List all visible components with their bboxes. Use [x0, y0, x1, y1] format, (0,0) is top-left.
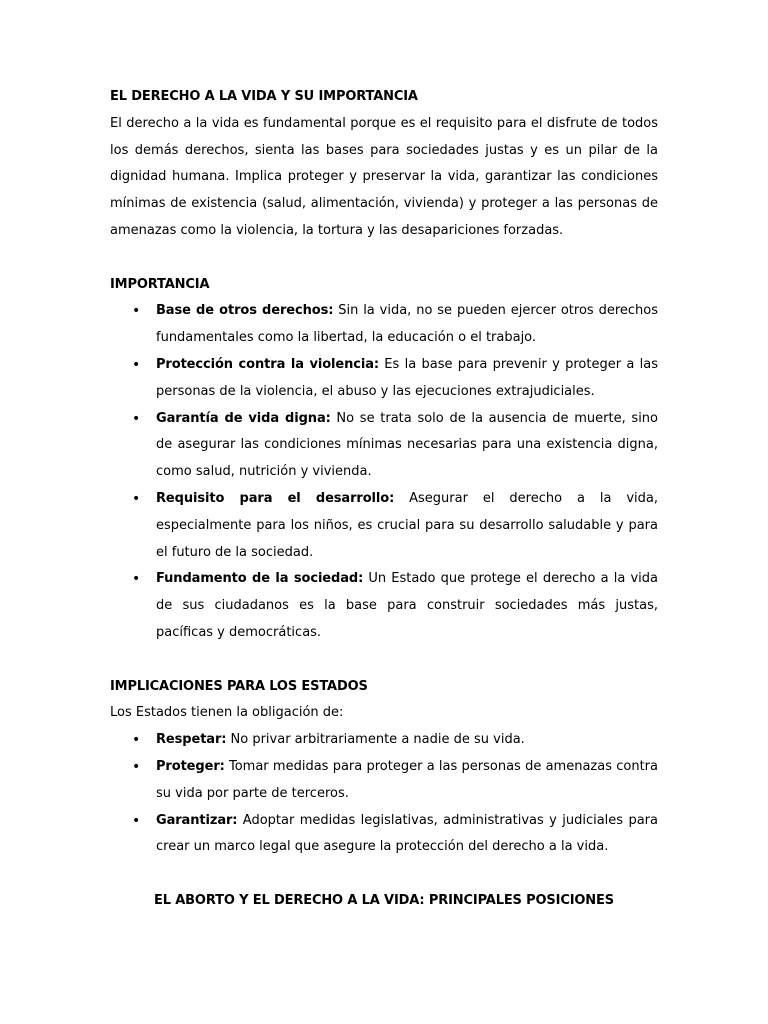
list-item-term: Requisito para el desarrollo: [156, 490, 395, 506]
section-title-derecho-vida: EL DERECHO A LA VIDA Y SU IMPORTANCIA [110, 89, 418, 104]
implicaciones-list [110, 727, 658, 861]
importancia-list [110, 298, 658, 646]
bullet-icon: • [132, 303, 141, 320]
list-item-term: Protección contra la violencia: [156, 356, 379, 372]
list-item [110, 298, 658, 352]
intro-paragraph: El derecho a la vida es fundamental porque es el requisito para el disfrute de todos los demás derechos, sienta las bases para sociedades justas y es un pilar de la dignidad humana. Implica proteger y preservar la vida, garantizar las condiciones mínimas de existencia (salud, alimentación, vivienda) y proteger a las personas de amenazas como la violencia, la tortura y las desapariciones forzadas. [110, 115, 658, 238]
list-item-term: Fundamento de la sociedad: [156, 571, 364, 587]
list-item-term: Respetar: [156, 732, 227, 748]
bullet-icon: • [132, 356, 141, 373]
list-item-term: Garantizar: [156, 812, 238, 828]
list-item-text: No se trata solo de la ausencia de muerte, sino de asegurar las condiciones mínimas necesarias para una existencia digna, como salud, nutrición y vivienda. [156, 410, 659, 480]
list-item [110, 406, 658, 486]
bullet-icon: • [132, 490, 141, 507]
document-body [110, 84, 658, 915]
bullet-icon: • [132, 571, 141, 588]
section-title-aborto: EL ABORTO Y EL DERECHO A LA VIDA: PRINCIPALES POSICIONES [154, 892, 614, 908]
section-title-importancia: IMPORTANCIA [110, 276, 210, 292]
list-item [110, 566, 658, 646]
implicaciones-intro: Los Estados tienen la obligación de: [110, 705, 344, 721]
list-item [110, 352, 658, 406]
bullet-icon: • [132, 812, 141, 829]
list-item-text: Asegurar el derecho a la vida, especialmente para los niños, es crucial para su desarrollo saludable y para el futuro de la sociedad. [156, 490, 659, 560]
list-item [110, 808, 658, 862]
list-item-text: Adoptar medidas legislativas, administrativas y judiciales para crear un marco legal que asegure la protección del derecho a la vida. [156, 812, 658, 855]
bullet-icon: • [132, 410, 141, 427]
list-item-text: Es la base para prevenir y proteger a las personas de la violencia, el abuso y las ejecuciones extrajudiciales. [156, 356, 658, 399]
list-item [110, 754, 658, 808]
list-item-text: Tomar medidas para proteger a las personas de amenazas contra su vida por parte de terceros. [156, 758, 658, 801]
bullet-icon: • [132, 758, 141, 775]
bullet-icon: • [132, 732, 141, 749]
list-item-text: Un Estado que protege el derecho a la vida de sus ciudadanos es la base para construir sociedades más justas, pacíficas y democráticas. [156, 571, 658, 640]
list-item-term: Garantía de vida digna: [156, 410, 331, 426]
list-item-text: No privar arbitrariamente a nadie de su vida. [226, 732, 525, 748]
list-item [110, 727, 658, 754]
list-item-text: Sin la vida, no se pueden ejercer otros derechos fundamentales como la libertad, la educación o el trabajo. [156, 303, 658, 346]
list-item-term: Base de otros derechos: [156, 303, 334, 319]
section-title-implicaciones: IMPLICACIONES PARA LOS ESTADOS [110, 678, 368, 694]
list-item [110, 486, 658, 566]
list-item-term: Proteger: [156, 758, 225, 774]
